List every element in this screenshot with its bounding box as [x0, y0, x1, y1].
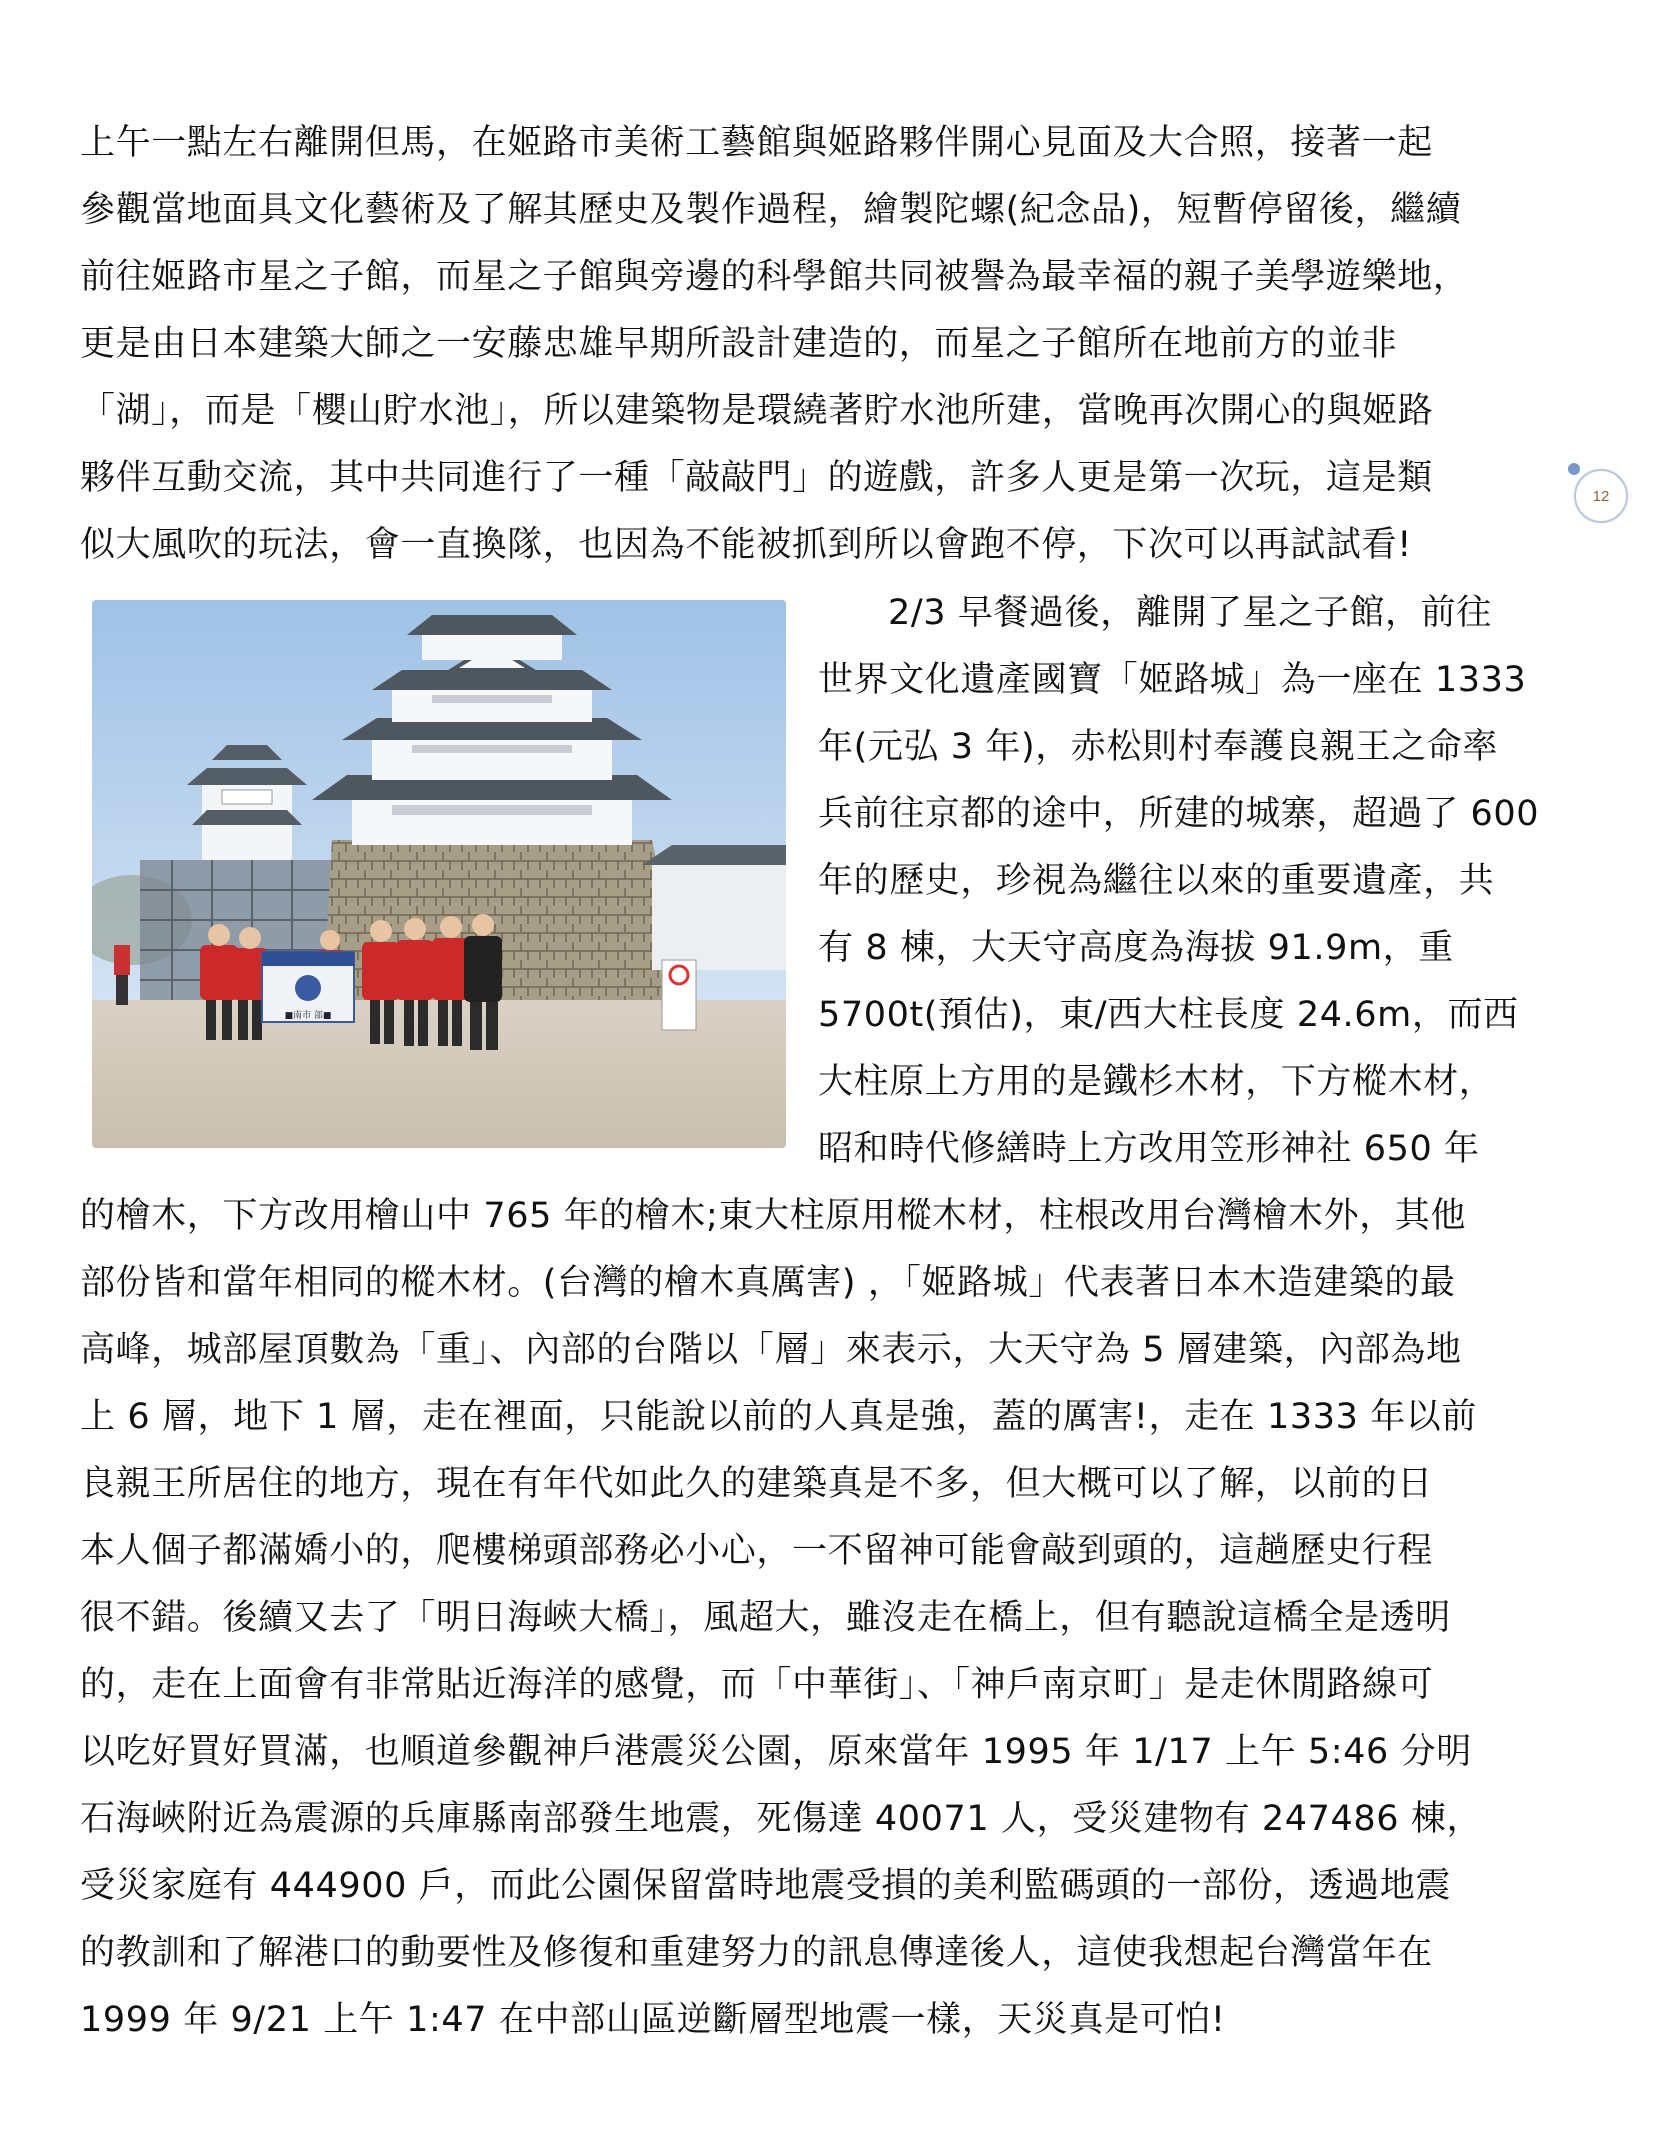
text-line: 的，走在上面會有非常貼近海洋的感覺，而「中華街」、「神戶南京町」是走休閒路線可: [80, 1665, 1434, 1705]
text-line: 夥伴互動交流，其中共同進行了一種「敲敲門」的遊戲，許多人更是第一次玩，這是類: [80, 458, 1433, 498]
text-line: 5700t(預估)，東/西大柱長度 24.6m，而西: [818, 995, 1519, 1035]
text-line: 世界文化遺產國寶「姬路城」為一座在 1333: [818, 660, 1527, 700]
text-line: 的檜木，下方改用檜山中 765 年的檜木;東大柱原用樅木材，柱根改用台灣檜木外，其他: [80, 1196, 1467, 1236]
text-line: 前往姬路市星之子館，而星之子館與旁邊的科學館共同被譽為最幸福的親子美學遊樂地，: [80, 257, 1469, 297]
page-number-dot: [1568, 463, 1580, 475]
text-line: 更是由日本建築大師之一安藤忠雄早期所設計建造的，而星之子館所在地前方的並非: [80, 324, 1398, 364]
text-line: 高峰，城部屋頂數為「重」、內部的台階以「層」來表示，大天守為 5 層建築，內部為地: [80, 1330, 1462, 1370]
text-line: 大柱原上方用的是鐵杉木材，下方樅木材，: [818, 1062, 1495, 1102]
photo-banner-text: ■南市 部■: [284, 1011, 332, 1021]
text-line: 有 8 棟，大天守高度為海拔 91.9m，重: [818, 928, 1454, 968]
text-line: 的教訓和了解港口的動要性及修復和重建努力的訊息傳達後人，這使我想起台灣當年在: [80, 1933, 1433, 1973]
page-number-badge: [1574, 469, 1628, 523]
text-line: 參觀當地面具文化藝術及了解其歷史及製作過程，繪製陀螺(紀念品)，短暫停留後，繼續: [80, 190, 1462, 230]
text-line: 兵前往京都的途中，所建的城寨，超過了 600: [818, 794, 1540, 834]
text-line: 昭和時代修繕時上方改用笠形神社 650 年: [818, 1129, 1480, 1169]
text-line: 部份皆和當年相同的樅木材。(台灣的檜木真厲害) ，「姬路城」代表著日本木造建築的最: [80, 1263, 1456, 1303]
himeji-castle-group-photo: [92, 600, 786, 1148]
text-line: 本人個子都滿嬌小的，爬樓梯頭部務必小心，一不留神可能會敲到頭的，這趟歷史行程: [80, 1531, 1433, 1571]
text-line: 年(元弘 3 年)，赤松則村奉護良親王之命率: [818, 727, 1499, 767]
text-line: 受災家庭有 444900 戶，而此公園保留當時地震受損的美利監碼頭的一部份，透過地震: [80, 1866, 1452, 1906]
text-line: 上午一點左右離開但馬，在姬路市美術工藝館與姬路夥伴開心見面及大合照，接著一起: [80, 123, 1433, 163]
text-line: 石海峽附近為震源的兵庫縣南部發生地震，死傷達 40071 人，受災建物有 247486 棟，: [80, 1799, 1483, 1839]
text-line: 良親王所居住的地方，現在有年代如此久的建築真是不多，但大概可以了解，以前的日: [80, 1464, 1433, 1504]
text-line: 1999 年 9/21 上午 1:47 在中部山區逆斷層型地震一樣，天災真是可怕!: [80, 2000, 1226, 2040]
text-line: 上 6 層，地下 1 層，走在裡面，只能說以前的人真是強，蓋的厲害!，走在 1333 年以前: [80, 1397, 1477, 1437]
page-number: 12: [1592, 487, 1610, 505]
text-line: 2/3 早餐過後，離開了星之子館，前往: [888, 593, 1492, 633]
text-line: 「湖」，而是「櫻山貯水池」，所以建築物是環繞著貯水池所建，當晚再次開心的與姬路: [80, 391, 1434, 431]
text-line: 似大風吹的玩法，會一直換隊，也因為不能被抓到所以會跑不停，下次可以再試試看!: [80, 525, 1412, 565]
text-line: 以吃好買好買滿，也順道參觀神戶港震災公園，原來當年 1995 年 1/17 上午 5:46 分明: [80, 1732, 1472, 1772]
text-line: 很不錯。後續又去了「明日海峽大橋」，風超大，雖沒走在橋上，但有聽說這橋全是透明: [80, 1598, 1451, 1638]
text-line: 年的歷史，珍視為繼往以來的重要遺產，共: [818, 861, 1495, 901]
